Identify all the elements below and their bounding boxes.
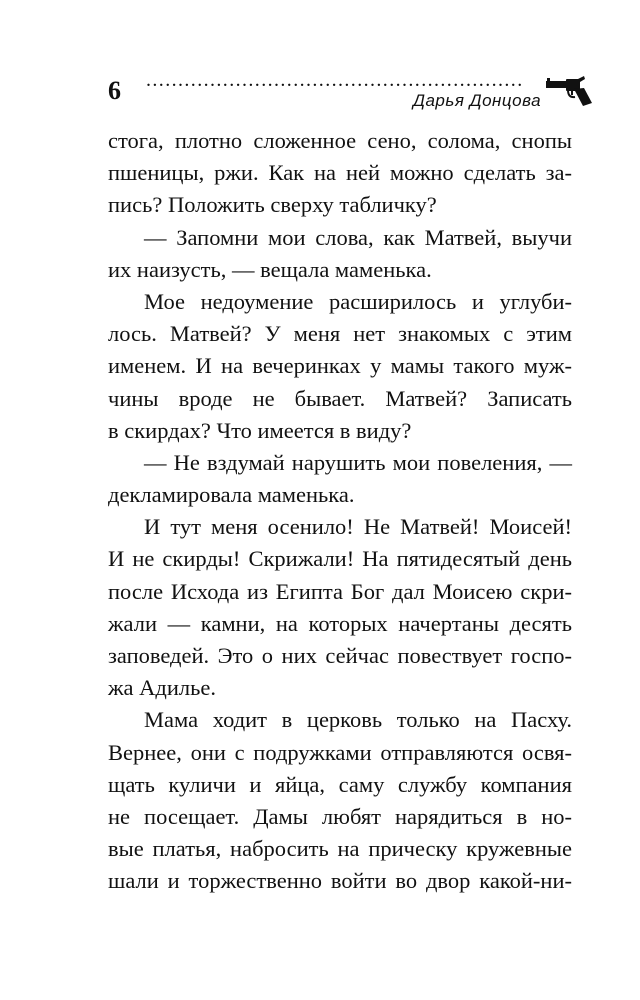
text-line: пись? Положить сверху табличку? — [108, 192, 437, 218]
page-number: 6 — [108, 76, 121, 105]
text-line: не посещает. Дамы любят нарядиться в но- — [108, 803, 572, 829]
text-line: вые платья, набросить на прическу кружевные — [108, 836, 572, 862]
text-line: — Запомни мои слова, как Матвей, выучи — [144, 224, 572, 250]
text-line: декламировала маменька. — [108, 482, 355, 508]
text-line: после Исхода из Египта Бог дал Моисею скри- — [108, 578, 572, 604]
dotted-leader: ........................................................... — [146, 70, 524, 90]
text-line: щать куличи и яйца, саму службу компания — [108, 771, 572, 797]
running-header — [108, 70, 593, 120]
author-name: Дарья Донцова — [413, 91, 542, 110]
text-line: Мое недоумение расширилось и углуби- — [144, 288, 572, 314]
text-line: — Не вздумай нарушить мои повеления, — — [144, 449, 572, 475]
text-line: шали и торжественно войти во двор какой-ни- — [108, 868, 572, 894]
text-line: в скирдах? Что имеется в виду? — [108, 417, 412, 443]
text-line: И не скирды! Скрижали! На пятидесятый день — [108, 546, 572, 572]
text-line: именем. И на вечеринках у мамы такого муж- — [108, 353, 572, 379]
text-line: заповедей. Это о них сейчас повествует госпо- — [108, 643, 572, 668]
text-line: их наизусть, — вещала маменька. — [108, 256, 432, 282]
body-text — [108, 125, 572, 898]
text-line: лось. Матвей? У меня нет знакомых с этим — [108, 321, 572, 347]
text-line: пшеницы, ржи. Как на ней можно сделать за- — [108, 160, 572, 186]
revolver-icon — [546, 76, 592, 106]
text-line: стога, плотно сложенное сено, солома, снопы — [108, 128, 572, 153]
text-line: чины вроде не бывает. Матвей? Записать — [108, 385, 572, 411]
text-line: жа Адилье. — [108, 675, 216, 701]
text-line: жали — камни, на которых начертаны десять — [108, 610, 572, 636]
text-line: Вернее, они с подружками отправляются освя- — [108, 739, 572, 765]
text-line: И тут меня осенило! Не Матвей! Моисей! — [144, 514, 572, 540]
text-line: Мама ходит в церковь только на Пасху. — [144, 707, 572, 733]
